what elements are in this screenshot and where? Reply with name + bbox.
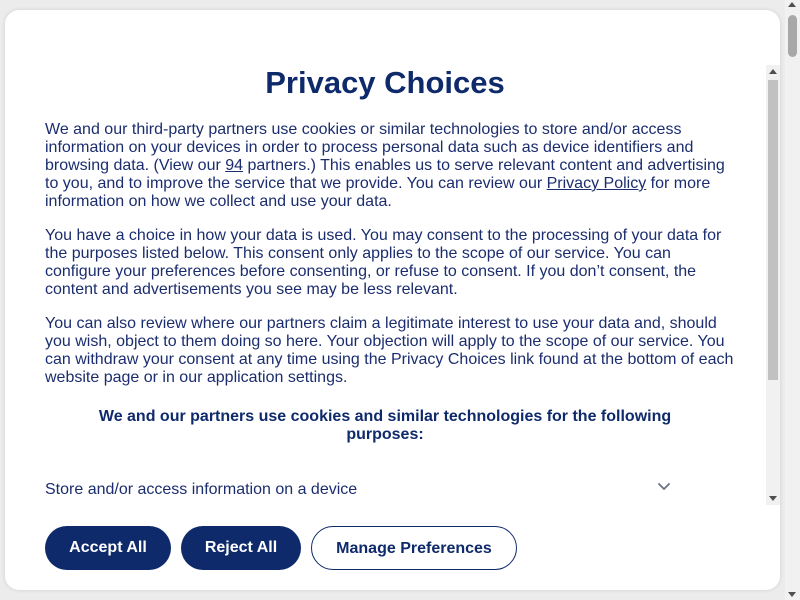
privacy-policy-link[interactable]: Privacy Policy	[546, 175, 647, 192]
page-scroll-down-icon[interactable]	[788, 592, 796, 597]
intro-text-1: We and our third-party partners use cookies or similar technologies to store and/or access information on your devices in order to process personal data such as device identifiers and browsing data. (View our	[45, 121, 694, 174]
page-scroll-up-icon[interactable]	[788, 2, 796, 7]
legitimate-interest-paragraph: You can also review where our partners claim a legitimate interest to use your data and, should you wish, object to them doing so here. Your objection will apply to the scope of our service. You can withdraw your consent at any time using the Privacy Choices link found at the bottom of each website page or in our application settings.	[45, 315, 734, 386]
intro-text-3: for more information on how we collect and use your data.	[45, 175, 711, 210]
purpose-item-store-access[interactable]	[45, 480, 675, 500]
dialog-title: Privacy Choices	[265, 65, 505, 100]
intro-paragraph	[45, 121, 735, 211]
page-scroll-thumb[interactable]	[788, 15, 797, 57]
purpose-label: Store and/or access information on a device	[45, 481, 358, 498]
dialog-scrollbar[interactable]	[766, 65, 780, 505]
partners-count-link[interactable]: 94	[225, 157, 244, 174]
manage-preferences-button[interactable]: Manage Preferences	[311, 526, 517, 570]
scroll-down-arrow-icon[interactable]	[769, 496, 777, 501]
choice-paragraph: You have a choice in how your data is used. You may consent to the processing of your data for the purposes listed below. This consent only applies to the scope of our service. You can configure your preferences before consenting, or refuse to consent. If you don’t consent, the content and advertisements you see may be less relevant.	[45, 227, 722, 298]
purposes-heading: We and our partners use cookies and similar technologies for the following purposes:	[98, 408, 672, 443]
privacy-choices-dialog	[5, 10, 780, 590]
chevron-down-icon[interactable]	[657, 480, 671, 494]
reject-all-button[interactable]: Reject All	[181, 526, 301, 570]
scroll-up-arrow-icon[interactable]	[769, 69, 777, 74]
page-scrollbar[interactable]	[785, 0, 800, 600]
intro-text-2: partners.) This enables us to serve relevant content and advertising to you, and to improve the service that we provide. You can review our	[45, 157, 725, 192]
accept-all-button[interactable]: Accept All	[45, 526, 171, 570]
dialog-scroll-thumb[interactable]	[768, 80, 778, 380]
